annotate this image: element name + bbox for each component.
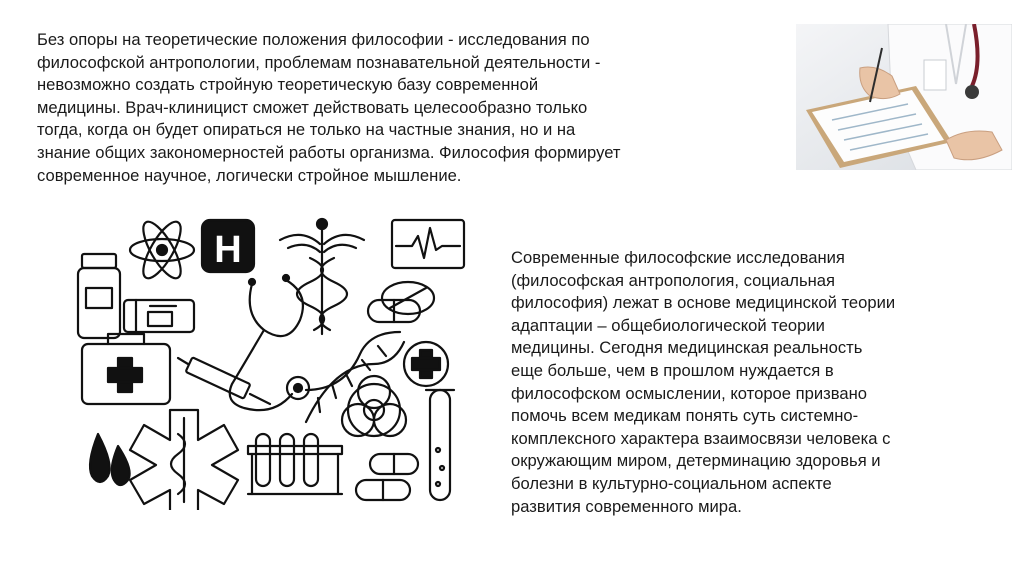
hospital-sign-icon <box>202 220 254 272</box>
medical-icons-collage <box>74 214 468 510</box>
pill-box-icon <box>124 300 194 332</box>
svg-text:H: H <box>214 229 242 271</box>
pill-bottle-icon <box>78 254 120 338</box>
intro-paragraph: Без опоры на теоретические положения философии - исследования по философской антропологии, проблемам познавательной деятельности - невозможно создать стройную теоретическую базу современной медицины. Врач-клиницист сможет действовать целесообразно только тогда, когда он будет опираться не только на частные знания, но и на знание общих закономерностей работы организма. Философия формирует современное научное, логически стройное мышление. <box>37 30 621 185</box>
test-tube-rack-icon <box>248 434 342 494</box>
pills-icon <box>368 282 434 322</box>
medical-cross-circle-icon <box>404 342 448 386</box>
first-aid-kit-icon <box>82 334 170 404</box>
syringe-icon <box>178 357 270 404</box>
star-of-life-icon <box>130 410 238 510</box>
philosophy-paragraph: Современные философские исследования (философская антропология, социальная философия) лежат в основе медицинской теории адаптации – общебиологической теории медицины. Сегодня медицинская реальность еще больше, чем в прошлом нуждается в философском осмыслении, которое призвано помочь всем медикам понять суть системно- комплексного характера взаимосвязи человека с окружающим миром, детерминацию здоровья и болезни в культурно-социальном аспекте развития современного мира. <box>511 248 896 516</box>
ecg-monitor-icon <box>392 220 464 268</box>
test-tube-icon <box>426 390 454 500</box>
doctor-writing-photo <box>796 24 1012 170</box>
dna-icon <box>306 332 404 422</box>
caduceus-icon <box>280 219 364 334</box>
blood-drops-icon <box>90 434 130 485</box>
capsules-icon <box>356 454 418 500</box>
atom-icon <box>130 217 194 283</box>
